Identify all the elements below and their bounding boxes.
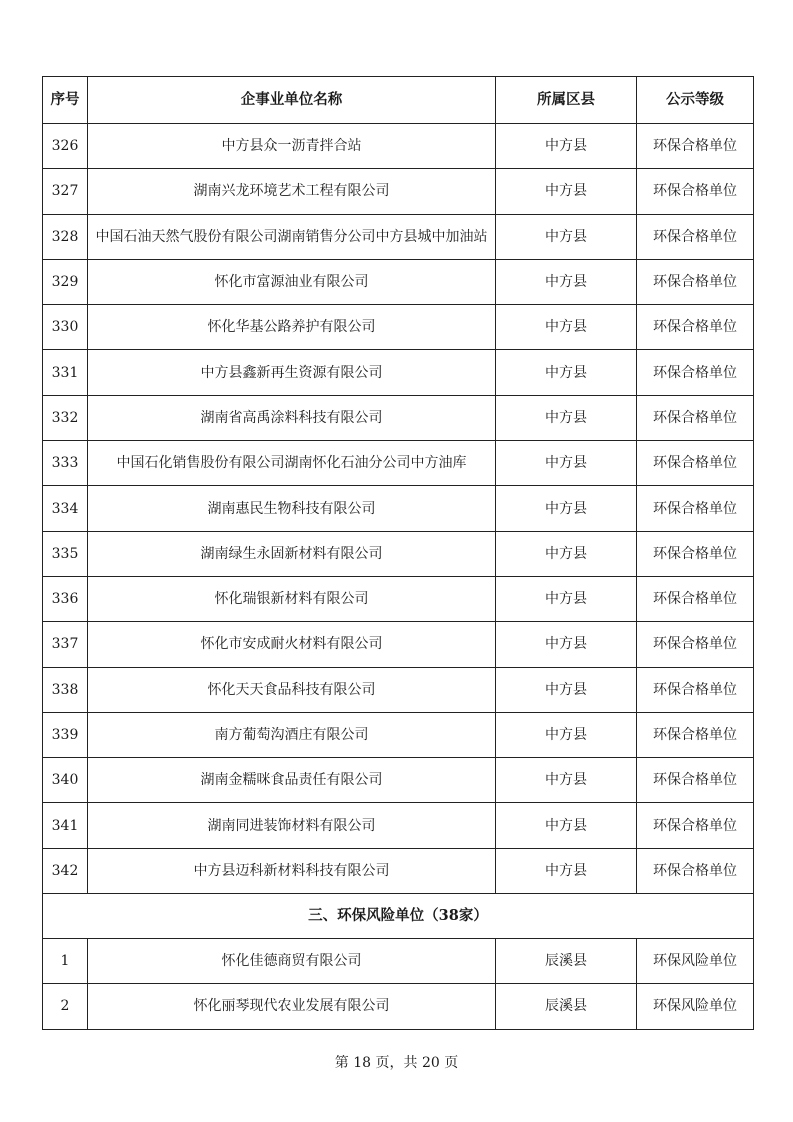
section-title: 三、环保风险单位（38家） [43, 894, 754, 939]
row-seq: 341 [43, 803, 88, 848]
row-level: 环保合格单位 [637, 622, 754, 667]
row-seq: 339 [43, 712, 88, 757]
row-district: 中方县 [496, 622, 637, 667]
row-seq: 334 [43, 486, 88, 531]
row-seq: 2 [43, 984, 88, 1029]
row-seq: 337 [43, 622, 88, 667]
row-level: 环保合格单位 [637, 169, 754, 214]
row-seq: 328 [43, 214, 88, 259]
row-seq: 330 [43, 305, 88, 350]
row-name: 中方县众一沥青拌合站 [88, 124, 496, 169]
row-level: 环保合格单位 [637, 848, 754, 893]
section-row [43, 894, 754, 939]
table-row [43, 848, 754, 893]
row-seq: 333 [43, 441, 88, 486]
row-level: 环保合格单位 [637, 712, 754, 757]
row-seq: 329 [43, 259, 88, 304]
row-seq: 327 [43, 169, 88, 214]
table-row [43, 939, 754, 984]
row-district: 中方县 [496, 667, 637, 712]
row-seq: 1 [43, 939, 88, 984]
row-name: 湖南惠民生物科技有限公司 [88, 486, 496, 531]
table-row [43, 984, 754, 1029]
row-level: 环保合格单位 [637, 531, 754, 576]
row-name: 中方县鑫新再生资源有限公司 [88, 350, 496, 395]
row-name: 怀化市富源油业有限公司 [88, 259, 496, 304]
table-row [43, 803, 754, 848]
section-risk [43, 894, 754, 939]
row-name: 湖南绿生永固新材料有限公司 [88, 531, 496, 576]
row-district: 辰溪县 [496, 984, 637, 1029]
header-level: 公示等级 [637, 77, 754, 124]
row-seq: 331 [43, 350, 88, 395]
row-name: 南方葡萄沟酒庄有限公司 [88, 712, 496, 757]
row-level: 环保合格单位 [637, 486, 754, 531]
row-seq: 340 [43, 758, 88, 803]
row-district: 中方县 [496, 758, 637, 803]
row-name: 湖南金糯咪食品责任有限公司 [88, 758, 496, 803]
row-level: 环保风险单位 [637, 984, 754, 1029]
table-row [43, 305, 754, 350]
table-row [43, 395, 754, 440]
row-level: 环保合格单位 [637, 350, 754, 395]
table-row [43, 124, 754, 169]
table-row [43, 214, 754, 259]
row-district: 中方县 [496, 259, 637, 304]
table-row [43, 169, 754, 214]
table-row [43, 576, 754, 621]
row-level: 环保风险单位 [637, 939, 754, 984]
table-row [43, 758, 754, 803]
row-level: 环保合格单位 [637, 667, 754, 712]
row-seq: 336 [43, 576, 88, 621]
row-seq: 342 [43, 848, 88, 893]
row-name: 怀化天天食品科技有限公司 [88, 667, 496, 712]
header-seq: 序号 [43, 77, 88, 124]
unit-table [42, 76, 754, 1030]
header-name: 企事业单位名称 [88, 77, 496, 124]
row-level: 环保合格单位 [637, 576, 754, 621]
row-district: 中方县 [496, 848, 637, 893]
row-district: 中方县 [496, 576, 637, 621]
row-district: 中方县 [496, 169, 637, 214]
qualified-rows [43, 124, 754, 894]
row-district: 辰溪县 [496, 939, 637, 984]
row-name: 怀化市安成耐火材料有限公司 [88, 622, 496, 667]
row-district: 中方县 [496, 395, 637, 440]
row-level: 环保合格单位 [637, 395, 754, 440]
table-row [43, 259, 754, 304]
row-level: 环保合格单位 [637, 259, 754, 304]
row-name: 怀化丽琴现代农业发展有限公司 [88, 984, 496, 1029]
row-seq: 338 [43, 667, 88, 712]
row-name: 中国石化销售股份有限公司湖南怀化石油分公司中方油库 [88, 441, 496, 486]
table-row [43, 622, 754, 667]
row-level: 环保合格单位 [637, 124, 754, 169]
row-seq: 326 [43, 124, 88, 169]
table-row [43, 350, 754, 395]
page-footer: 第 18 页，共 20 页 [334, 1055, 459, 1071]
row-district: 中方县 [496, 531, 637, 576]
row-name: 湖南兴龙环境艺术工程有限公司 [88, 169, 496, 214]
table-row [43, 486, 754, 531]
row-name: 湖南同进装饰材料有限公司 [88, 803, 496, 848]
row-district: 中方县 [496, 712, 637, 757]
header-district: 所属区县 [496, 77, 637, 124]
row-name: 怀化佳德商贸有限公司 [88, 939, 496, 984]
row-name: 怀化瑞银新材料有限公司 [88, 576, 496, 621]
row-district: 中方县 [496, 803, 637, 848]
row-level: 环保合格单位 [637, 758, 754, 803]
row-level: 环保合格单位 [637, 305, 754, 350]
table-header-row [43, 77, 754, 124]
row-district: 中方县 [496, 350, 637, 395]
row-name: 怀化华基公路养护有限公司 [88, 305, 496, 350]
row-district: 中方县 [496, 124, 637, 169]
table-row [43, 531, 754, 576]
row-seq: 335 [43, 531, 88, 576]
row-district: 中方县 [496, 305, 637, 350]
row-seq: 332 [43, 395, 88, 440]
row-district: 中方县 [496, 486, 637, 531]
table-row [43, 667, 754, 712]
row-name: 中国石油天然气股份有限公司湖南销售分公司中方县城中加油站 [88, 214, 496, 259]
row-level: 环保合格单位 [637, 214, 754, 259]
row-level: 环保合格单位 [637, 803, 754, 848]
row-level: 环保合格单位 [637, 441, 754, 486]
risk-rows [43, 939, 754, 1030]
row-district: 中方县 [496, 214, 637, 259]
table-row [43, 441, 754, 486]
row-name: 湖南省高禹涂料科技有限公司 [88, 395, 496, 440]
row-name: 中方县迈科新材料科技有限公司 [88, 848, 496, 893]
table-row [43, 712, 754, 757]
row-district: 中方县 [496, 441, 637, 486]
